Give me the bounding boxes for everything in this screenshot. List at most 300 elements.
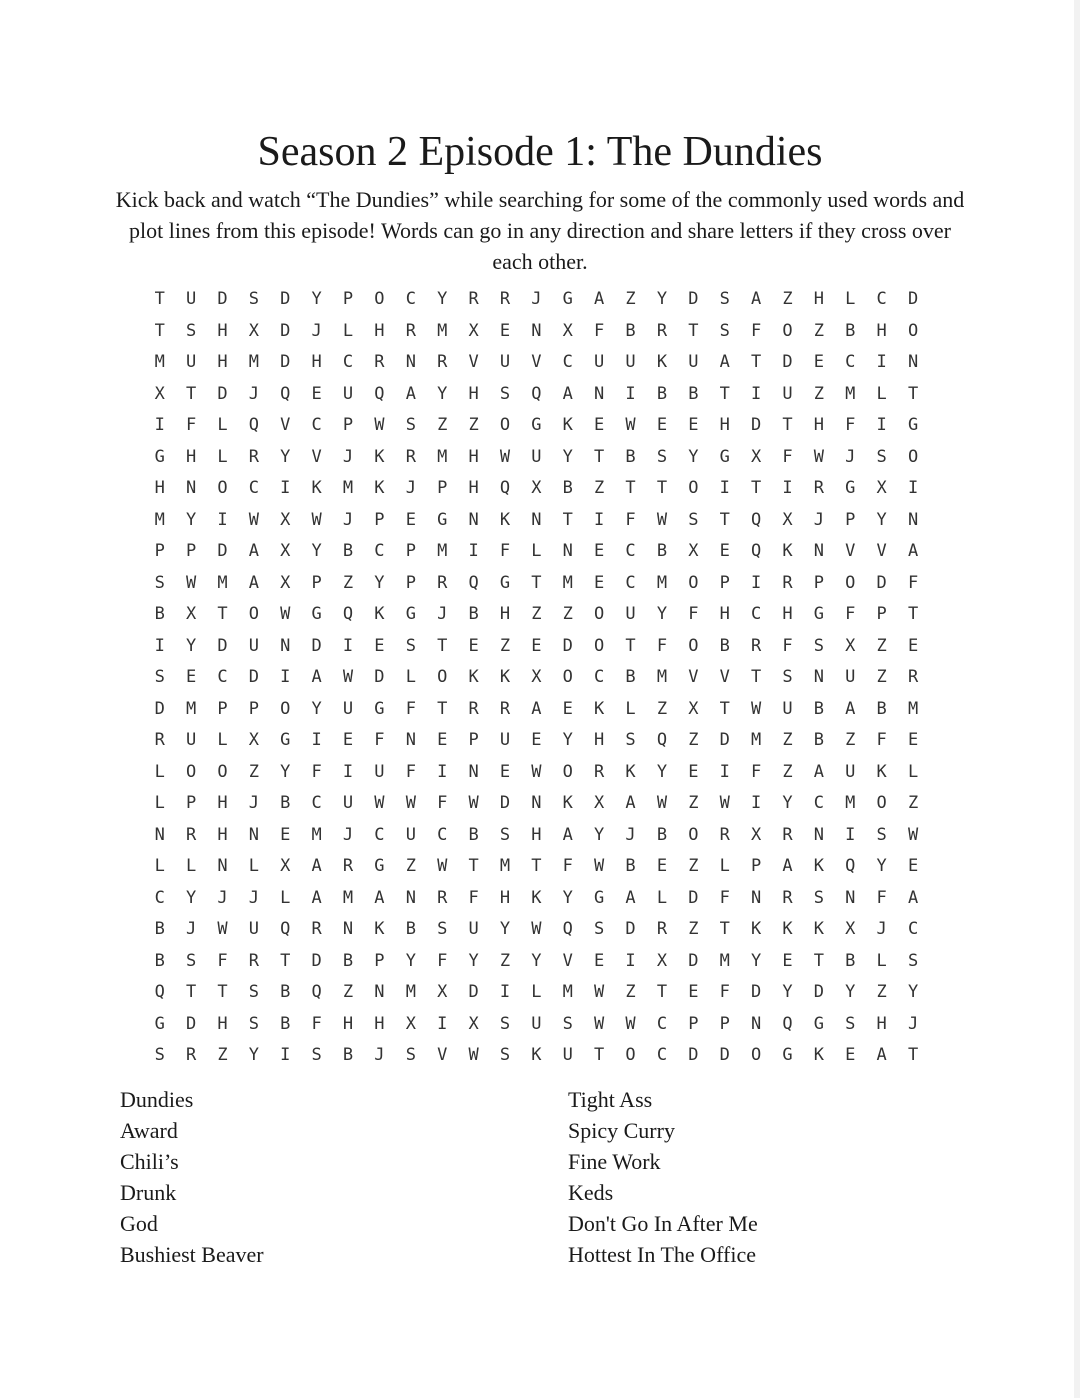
grid-letter: Z	[813, 320, 825, 341]
grid-letter: M	[656, 572, 668, 593]
grid-letter: I	[154, 635, 165, 656]
grid-letter: S	[876, 824, 887, 845]
grid-letter: J	[813, 509, 825, 530]
grid-letter: O	[437, 667, 448, 687]
grid-letter: C	[374, 541, 385, 561]
grid-letter: D	[688, 289, 699, 309]
grid-letter: N	[280, 635, 291, 656]
grid-letter: Y	[656, 761, 668, 782]
grid-letter: H	[374, 1013, 385, 1034]
grid-letter: P	[374, 950, 385, 971]
word-search-grid	[144, 284, 929, 1072]
grid-letter: R	[499, 289, 511, 309]
grid-letter: L	[845, 289, 856, 309]
grid-letter: I	[625, 950, 636, 971]
grid-letter: G	[813, 1013, 825, 1034]
grid-letter: Z	[688, 793, 699, 813]
grid-letter: K	[468, 667, 479, 687]
grid-letter: I	[845, 824, 856, 845]
grid-letter: I	[625, 383, 636, 404]
grid-letter: E	[405, 509, 416, 530]
grid-letter: H	[374, 320, 385, 341]
grid-letter: Z	[468, 415, 479, 435]
grid-letter: R	[782, 824, 793, 845]
grid-letter: A	[625, 887, 636, 908]
grid-letter: B	[656, 541, 668, 561]
grid-letter: U	[531, 1013, 542, 1034]
grid-letter: B	[688, 383, 699, 404]
grid-letter: F	[688, 604, 699, 624]
grid-letter: Y	[750, 950, 762, 971]
grid-letter: X	[750, 824, 762, 845]
grid-letter: K	[374, 446, 385, 467]
grid-letter: Q	[374, 383, 385, 404]
grid-letter: G	[405, 604, 416, 624]
grid-letter: W	[499, 446, 511, 467]
grid-letter: S	[248, 1013, 259, 1034]
grid-letter: O	[594, 635, 605, 656]
grid-letter: I	[594, 509, 605, 530]
grid-letter: J	[342, 446, 354, 467]
grid-letter: V	[437, 1045, 448, 1065]
grid-letter: P	[405, 541, 416, 561]
grid-letter: C	[907, 919, 919, 939]
grid-letter: M	[154, 352, 165, 372]
grid-letter: C	[437, 824, 448, 845]
grid-letter: L	[185, 856, 197, 876]
grid-letter: A	[405, 383, 416, 404]
grid-letter: O	[688, 478, 699, 498]
grid-letter: V	[280, 415, 291, 435]
grid-letter: D	[154, 698, 165, 719]
grid-letter: K	[562, 415, 573, 435]
grid-letter: L	[876, 950, 887, 971]
grid-letter: T	[719, 383, 730, 404]
grid-letter: T	[217, 604, 228, 624]
grid-letter: S	[311, 1045, 322, 1065]
grid-letter: V	[562, 950, 573, 971]
page-edge	[1074, 0, 1080, 1398]
grid-letter: B	[280, 793, 291, 813]
grid-letter: K	[625, 761, 636, 782]
grid-letter: S	[499, 1013, 511, 1034]
grid-letter: F	[468, 887, 479, 908]
grid-letter: F	[782, 635, 793, 656]
grid-letter: M	[719, 950, 730, 971]
grid-letter: M	[845, 793, 856, 813]
grid-letter: K	[782, 919, 793, 939]
grid-letter: E	[845, 1045, 856, 1065]
grid-letter: Z	[405, 856, 416, 876]
grid-letter: R	[468, 698, 479, 719]
grid-letter: Q	[782, 1013, 793, 1034]
grid-letter: H	[217, 320, 228, 341]
grid-letter: U	[185, 289, 197, 309]
grid-letter: P	[719, 572, 730, 593]
grid-letter: E	[594, 415, 605, 435]
grid-letter: Z	[656, 698, 668, 719]
grid-letter: W	[280, 604, 291, 624]
grid-letter: X	[782, 509, 793, 530]
grid-letter: J	[342, 509, 354, 530]
grid-letter: D	[217, 541, 228, 561]
grid-letter: W	[531, 761, 542, 782]
grid-letter: B	[405, 919, 416, 939]
grid-letter: V	[311, 446, 322, 467]
grid-letter: L	[342, 320, 354, 341]
grid-letter: R	[248, 446, 259, 467]
grid-letter: M	[154, 509, 165, 530]
grid-letter: U	[688, 352, 699, 372]
grid-letter: W	[468, 793, 479, 813]
grid-letter: A	[782, 856, 793, 876]
grid-letter: B	[845, 320, 856, 341]
grid-letter: L	[217, 415, 228, 435]
grid-letter: Y	[562, 730, 573, 750]
grid-letter: X	[405, 1013, 416, 1034]
grid-letter: D	[280, 320, 291, 341]
grid-letter: B	[154, 604, 165, 624]
grid-letter: U	[185, 352, 197, 372]
grid-letter: H	[782, 604, 793, 624]
grid-letter: C	[374, 824, 385, 845]
grid-letter: U	[248, 635, 259, 656]
grid-letter: L	[907, 761, 919, 782]
grid-letter: G	[154, 1013, 165, 1034]
grid-letter: M	[437, 446, 448, 467]
grid-letter: Y	[876, 856, 887, 876]
word-list-item: Spicy Curry	[568, 1118, 675, 1143]
grid-letter: T	[468, 856, 479, 876]
grid-letter: R	[154, 730, 165, 750]
grid-letter: R	[719, 824, 730, 845]
grid-letter: I	[719, 478, 730, 498]
grid-letter: A	[248, 572, 259, 593]
grid-letter: R	[185, 1045, 197, 1065]
grid-letter: B	[625, 856, 636, 876]
grid-letter: O	[750, 1045, 762, 1065]
grid-letter: D	[217, 383, 228, 404]
grid-letter: W	[813, 446, 825, 467]
grid-letter: Q	[656, 730, 668, 750]
grid-letter: V	[845, 541, 856, 561]
grid-letter: N	[907, 352, 919, 372]
grid-letter: J	[531, 289, 542, 309]
grid-letter: A	[907, 887, 919, 908]
page-title: Season 2 Episode 1: The Dundies	[257, 129, 823, 175]
grid-letter: Q	[248, 415, 259, 435]
grid-letter: N	[907, 509, 919, 530]
grid-letter: E	[656, 856, 668, 876]
grid-letter: W	[594, 856, 605, 876]
grid-letter: S	[185, 320, 197, 341]
grid-letter: H	[217, 352, 228, 372]
grid-letter: S	[185, 950, 197, 971]
grid-letter: W	[750, 698, 762, 719]
grid-letter: H	[719, 604, 730, 624]
grid-letter: A	[813, 761, 825, 782]
grid-letter: Y	[782, 982, 793, 1002]
grid-letter: C	[625, 541, 636, 561]
grid-letter: A	[625, 793, 636, 813]
grid-letter: Z	[876, 982, 887, 1002]
grid-letter: B	[468, 604, 479, 624]
grid-letter: I	[750, 793, 762, 813]
grid-letter: B	[280, 1013, 291, 1034]
grid-letter: X	[531, 667, 542, 687]
grid-letter: P	[876, 604, 887, 624]
grid-letter: H	[311, 352, 322, 372]
grid-letter: E	[280, 824, 291, 845]
grid-letter: A	[907, 541, 919, 561]
grid-letter: K	[594, 698, 605, 719]
grid-letter: Q	[280, 383, 291, 404]
grid-letter: I	[750, 383, 762, 404]
grid-letter: H	[719, 415, 730, 435]
grid-letter: T	[750, 667, 762, 687]
grid-letter: G	[280, 730, 291, 750]
grid-letter: O	[688, 635, 699, 656]
grid-letter: V	[468, 352, 479, 372]
grid-letter: D	[185, 1013, 197, 1034]
grid-letter: O	[217, 478, 228, 498]
grid-letter: B	[342, 541, 354, 561]
grid-letter: C	[845, 352, 856, 372]
grid-letter: P	[185, 793, 197, 813]
grid-letter: I	[876, 352, 887, 372]
grid-letter: A	[750, 289, 762, 309]
grid-letter: G	[813, 604, 825, 624]
grid-letter: J	[374, 1045, 385, 1065]
grid-letter: T	[154, 320, 165, 341]
grid-letter: D	[468, 982, 479, 1002]
grid-letter: D	[688, 950, 699, 971]
grid-letter: M	[907, 698, 919, 719]
grid-letter: H	[876, 1013, 887, 1034]
grid-letter: G	[719, 446, 730, 467]
grid-letter: F	[876, 730, 887, 750]
grid-letter: F	[656, 635, 668, 656]
grid-letter: C	[594, 667, 605, 687]
grid-letter: E	[437, 730, 448, 750]
grid-letter: Y	[594, 824, 605, 845]
grid-letter: V	[688, 667, 699, 687]
grid-letter: E	[342, 730, 354, 750]
grid-letter: Y	[405, 950, 416, 971]
grid-letter: H	[185, 446, 197, 467]
grid-letter: Y	[437, 289, 448, 309]
grid-letter: I	[907, 478, 919, 498]
grid-letter: I	[719, 761, 730, 782]
grid-letter: T	[437, 698, 448, 719]
grid-letter: T	[625, 478, 636, 498]
grid-letter: Y	[562, 446, 573, 467]
grid-letter: R	[405, 320, 416, 341]
grid-letter: J	[248, 383, 259, 404]
grid-letter: O	[907, 446, 919, 467]
grid-letter: E	[907, 635, 919, 656]
grid-letter: R	[907, 667, 919, 687]
grid-letter: D	[562, 635, 573, 656]
grid-letter: G	[499, 572, 511, 593]
grid-letter: F	[594, 320, 605, 341]
grid-letter: M	[562, 982, 573, 1002]
grid-letter: V	[719, 667, 730, 687]
grid-letter: S	[845, 1013, 856, 1034]
grid-letter: P	[719, 1013, 730, 1034]
grid-letter: C	[656, 1013, 668, 1034]
grid-letter: I	[750, 572, 762, 593]
grid-letter: B	[342, 950, 354, 971]
word-list-item: Dundies	[120, 1087, 194, 1112]
grid-letter: N	[468, 761, 479, 782]
grid-letter: O	[594, 604, 605, 624]
grid-letter: W	[342, 667, 354, 687]
grid-letter: P	[688, 1013, 699, 1034]
grid-letter: K	[562, 793, 573, 813]
grid-letter: L	[405, 667, 416, 687]
grid-letter: F	[499, 541, 511, 561]
grid-letter: S	[813, 887, 825, 908]
grid-letter: X	[280, 572, 291, 593]
grid-letter: Y	[907, 982, 919, 1002]
grid-letter: W	[656, 509, 668, 530]
grid-letter: Y	[782, 793, 793, 813]
grid-letter: L	[531, 982, 542, 1002]
grid-letter: M	[342, 887, 354, 908]
grid-letter: K	[656, 352, 668, 372]
grid-letter: N	[374, 982, 385, 1002]
grid-letter: J	[625, 824, 636, 845]
grid-letter: D	[782, 352, 793, 372]
grid-letter: Q	[845, 856, 856, 876]
grid-letter: O	[280, 698, 291, 719]
grid-letter: D	[217, 289, 228, 309]
grid-letter: M	[185, 698, 197, 719]
grid-letter: T	[750, 478, 762, 498]
grid-letter: S	[154, 572, 165, 593]
grid-letter: S	[405, 415, 416, 435]
grid-letter: B	[719, 635, 730, 656]
grid-letter: G	[437, 509, 448, 530]
grid-letter: D	[280, 352, 291, 372]
grid-letter: J	[311, 320, 322, 341]
grid-letter: D	[374, 667, 385, 687]
grid-letter: D	[625, 919, 636, 939]
grid-letter: T	[531, 856, 542, 876]
grid-letter: M	[499, 856, 511, 876]
grid-letter: A	[311, 887, 322, 908]
grid-letter: X	[185, 604, 197, 624]
grid-letter: R	[311, 919, 322, 939]
grid-letter: T	[688, 320, 699, 341]
grid-letter: T	[594, 446, 605, 467]
grid-letter: Z	[342, 982, 354, 1002]
grid-letter: C	[342, 352, 354, 372]
grid-letter: L	[154, 793, 165, 813]
grid-letter: Z	[688, 856, 699, 876]
grid-letter: S	[813, 635, 825, 656]
grid-letter: Z	[907, 793, 919, 813]
grid-letter: G	[374, 856, 385, 876]
grid-letter: R	[437, 572, 448, 593]
grid-letter: Y	[185, 509, 197, 530]
grid-letter: U	[562, 1045, 573, 1065]
grid-letter: X	[468, 1013, 479, 1034]
grid-letter: W	[594, 1013, 605, 1034]
grid-letter: Q	[531, 383, 542, 404]
grid-letter: Z	[217, 1045, 228, 1065]
grid-letter: D	[750, 415, 762, 435]
grid-letter: E	[907, 856, 919, 876]
grid-letter: J	[248, 793, 259, 813]
grid-letter: E	[499, 320, 511, 341]
grid-letter: J	[437, 604, 448, 624]
grid-letter: Z	[531, 604, 542, 624]
grid-letter: W	[531, 919, 542, 939]
grid-letter: O	[625, 1045, 636, 1065]
grid-letter: U	[185, 730, 197, 750]
grid-letter: L	[719, 856, 730, 876]
grid-letter: M	[845, 383, 856, 404]
grid-letter: U	[625, 352, 636, 372]
grid-letter: T	[217, 982, 228, 1002]
grid-letter: C	[625, 572, 636, 593]
grid-letter: W	[656, 793, 668, 813]
grid-letter: S	[688, 509, 699, 530]
grid-letter: E	[907, 730, 919, 750]
grid-letter: S	[782, 667, 793, 687]
grid-letter: S	[248, 982, 259, 1002]
grid-letter: Q	[280, 919, 291, 939]
grid-letter: U	[342, 383, 354, 404]
grid-letter: U	[342, 793, 354, 813]
grid-letter: H	[468, 478, 479, 498]
grid-letter: N	[405, 352, 416, 372]
grid-letter: E	[594, 572, 605, 593]
grid-letter: Z	[782, 730, 793, 750]
grid-letter: S	[562, 1013, 573, 1034]
word-list-item: God	[120, 1211, 158, 1236]
grid-letter: U	[782, 698, 793, 719]
grid-letter: B	[625, 446, 636, 467]
grid-letter: T	[907, 1045, 919, 1065]
grid-letter: R	[405, 446, 416, 467]
grid-letter: C	[154, 887, 165, 908]
grid-letter: Y	[656, 604, 668, 624]
grid-letter: K	[782, 541, 793, 561]
grid-letter: S	[656, 446, 668, 467]
grid-letter: I	[154, 415, 165, 435]
grid-letter: G	[374, 698, 385, 719]
grid-letter: J	[248, 887, 259, 908]
grid-letter: O	[562, 761, 573, 782]
grid-letter: E	[311, 383, 322, 404]
grid-letter: X	[280, 509, 291, 530]
grid-letter: K	[531, 887, 542, 908]
grid-letter: W	[625, 1013, 636, 1034]
grid-letter: M	[437, 320, 448, 341]
grid-letter: U	[499, 730, 511, 750]
grid-letter: O	[782, 320, 793, 341]
grid-letter: A	[845, 698, 856, 719]
grid-letter: U	[625, 604, 636, 624]
grid-letter: S	[405, 635, 416, 656]
grid-letter: M	[342, 478, 354, 498]
grid-letter: Z	[342, 572, 354, 593]
grid-letter: Y	[562, 887, 573, 908]
grid-letter: C	[750, 604, 762, 624]
